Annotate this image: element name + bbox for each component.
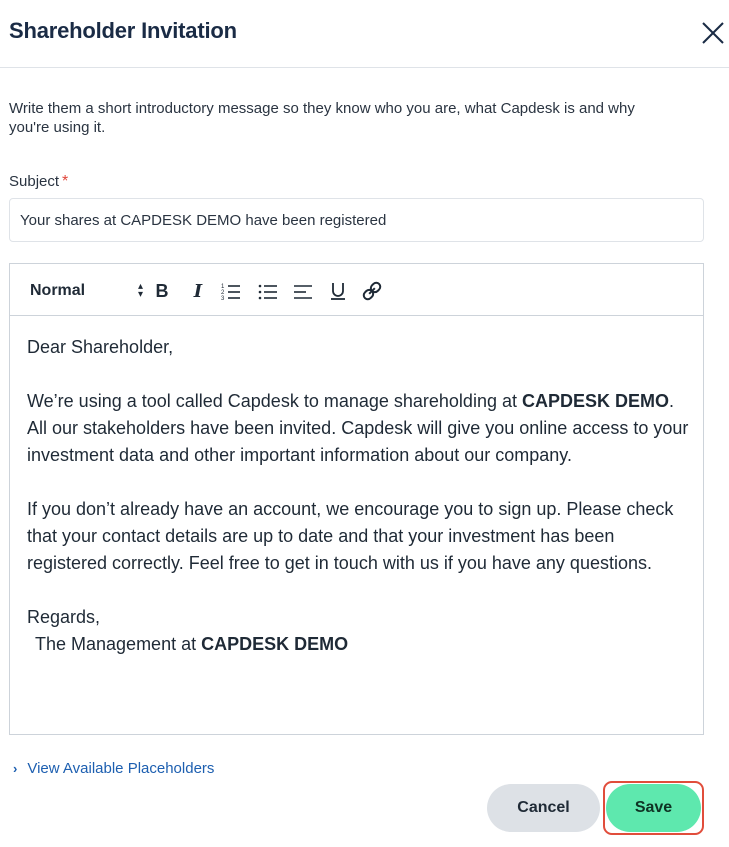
view-placeholders-label: View Available Placeholders [27, 760, 215, 777]
select-arrows-icon: ▴ ▾ [138, 281, 144, 300]
view-placeholders-link[interactable] [13, 760, 214, 777]
subject-label-text: Subject [9, 173, 60, 190]
chevron-right-icon: › [13, 761, 18, 776]
signoff-company: CAPDESK DEMO [201, 634, 349, 654]
svg-text:1: 1 [221, 284, 225, 290]
message-text: . All our stakeholders have been invited. Capdesk will give you online access to your investment data and other important information about our company. [27, 391, 689, 465]
save-button[interactable]: Save [606, 784, 701, 832]
dialog-header [0, 0, 729, 68]
editor-content[interactable] [27, 334, 692, 658]
rich-text-editor [9, 263, 704, 735]
message-paragraph [27, 388, 692, 469]
required-marker: * [62, 173, 69, 190]
intro-text: Write them a short introductory message so they know who you are, what Capdesk is and why you're using it. [9, 100, 635, 136]
bold-button[interactable]: B [155, 280, 169, 301]
cancel-button[interactable]: Cancel [487, 784, 600, 832]
bullet-list-icon[interactable] [258, 281, 278, 301]
ordered-list-icon[interactable] [221, 281, 241, 301]
signoff-text: The Management at [35, 634, 202, 654]
editor-toolbar [10, 264, 703, 316]
regards-line: Regards, [27, 607, 101, 627]
dialog-title: Shareholder Invitation [9, 18, 237, 43]
subject-input[interactable] [9, 198, 704, 242]
underline-icon[interactable] [328, 281, 348, 301]
link-icon[interactable] [362, 281, 382, 301]
close-icon[interactable] [700, 20, 726, 46]
message-paragraph: If you don’t already have an account, we encourage you to sign up. Please check that your contact details are up to date and that your investment has been registered correctly. Feel free to get in touch with us if you have any questions. [27, 499, 674, 573]
format-select[interactable] [30, 281, 155, 301]
svg-text:3: 3 [221, 296, 225, 301]
company-name: CAPDESK DEMO [521, 391, 669, 411]
format-select-value: Normal [30, 282, 86, 299]
message-text: We’re using a tool called Capdesk to manage shareholding at [27, 391, 522, 411]
svg-text:2: 2 [221, 290, 225, 296]
subject-label [9, 173, 68, 191]
greeting-line: Dear Shareholder, [27, 337, 174, 357]
signoff-line [27, 631, 692, 658]
align-icon[interactable] [293, 281, 313, 301]
italic-button[interactable]: I [193, 280, 203, 302]
